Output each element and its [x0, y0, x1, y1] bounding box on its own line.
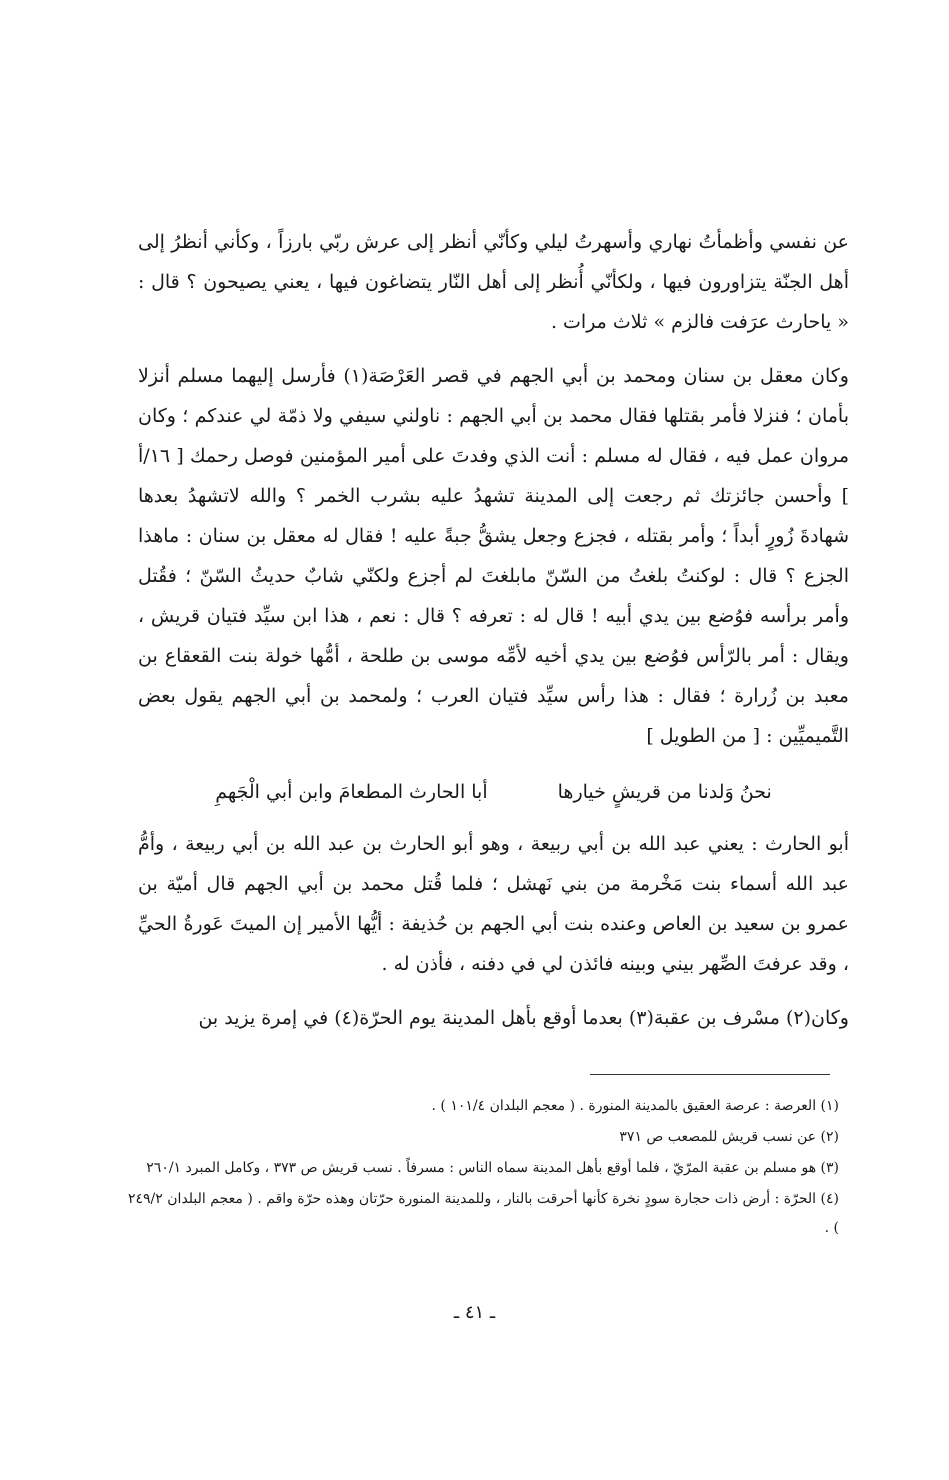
- footnote-3: (٣) هو مسلم بن عقبة المرّيّ ، فلما أوقع بأهل المدينة سماه الناس : مسرفاً . نسب قريش ص ٣٧٣ ، وكامل المبرد ٢٦٠/١: [146, 1160, 839, 1176]
- paragraph-2: وكان معقل بن سنان ومحمد بن أبي الجهم في قصر العَرْصَة(١) فأرسل إليهما مسلم أنزلا بأمان ؛ فنزلا فأمر بقتلها فقال محمد بن أبي الجهم : ناولني سيفي ولا ذمّة لي عندكم ؛ وكان مروان عمل فيه ، فقال له مسلم : أنت الذي وفدتَ على أمير المؤمنين فوصل رحمك [ ١٦/أ ] وأحسن جائزتك ثم رجعت إلى المدينة تشهدُ عليه بشرب الخمر ؟ والله لاتشهدُ بعدها شهادةَ زُورٍ أبداً ؛ وأمر بقتله ، فجزع وجعل يشقُّ جبةً عليه ! فقال له معقل بن سنان : ماهذا الجزع ؟ قال : لوكنتُ بلغتُ من السّنّ مابلغتَ لم أجزع ولكنّي شابٌ حديثُ السّنّ ؛ فقُتل وأمر برأسه فوُضع بين يدي أبيه ! قال له : تعرفه ؟ قال : نعم ، هذا ابن سيِّد فتيان قريش ، ويقال : أمر بالرّأس فوُضع بين يدي أخيه لأمِّه موسى بن طلحة ، أمُّها خولة بنت القعقاع بن معبد بن زُرارة ؛ فقال : هذا رأس سيِّد فتيان العرب ؛ ولمحمد بن أبي الجهم يقول بعض التَّميميِّين : [ من الطويل ]: [138, 365, 849, 747]
- paragraph-4: وكان(٢) مسْرف بن عقبة(٣) بعدما أوقع بأهل المدينة يوم الحرّة(٤) في إمرة يزيد بن: [198, 1007, 849, 1029]
- footnote-2: (٢) عن نسب قريش للمصعب ص ٣٧١: [619, 1129, 839, 1145]
- page-number: ـ ٤١ ـ: [453, 1302, 496, 1323]
- paragraph-1: عن نفسي وأظمأتُ نهاري وأسهرتُ ليلي وكأنّي أنظر إلى عرش ربّي بارزاً ، وكأني أنظرُ إلى أهل الجنّة يتزاورون فيها ، ولكأنّي أُنظر إلى أهل النّار يتضاغون فيها ، يعني يصيحون ؟ قال : « ياحارث عرَفت فالزم » ثلاث مرات .: [138, 231, 849, 333]
- verse-first-hemistich: نحنُ وَلدنا من قريشٍ خيارها: [557, 781, 772, 803]
- main-text: [138, 222, 849, 1038]
- paragraph-3: أبو الحارث : يعني عبد الله بن أبي ربيعة ، وهو أبو الحارث بن عبد الله بن أبي ربيعة ، وأمُّ عبد الله أسماء بنت مَخْرمة من بني نَهشل ؛ فلما قُتل محمد بن أبي الجهم قال أميّة بن عمرو بن سعيد بن العاص وعنده بنت أبي الجهم بن حُذيفة : أيُّها الأمير إن الميتَ عَورةُ الحيِّ ، وقد عرفتَ الصِّهر بيني وبينه فائذن لي في دفنه ، فأذن له .: [138, 833, 849, 975]
- footnote-4: (٤) الحرّة : أرض ذات حجارة سودٍ نخرة كأنها أحرقت بالنار ، وللمدينة المنورة حرّتان وهذه حرّة واقم . ( معجم البلدان ٢٤٩/٢ ) .: [128, 1191, 839, 1236]
- verse-second-hemistich: أبا الحارث المطعامَ وابن أبي الْجَهمِ: [215, 781, 488, 803]
- footnotes: [128, 1092, 839, 1245]
- poetry-verse: [138, 772, 849, 812]
- footnote-1: (١) العرصة : عرصة العقيق بالمدينة المنورة . ( معجم البلدان ١٠١/٤ ) .: [431, 1098, 839, 1114]
- footnote-divider: [590, 1074, 830, 1075]
